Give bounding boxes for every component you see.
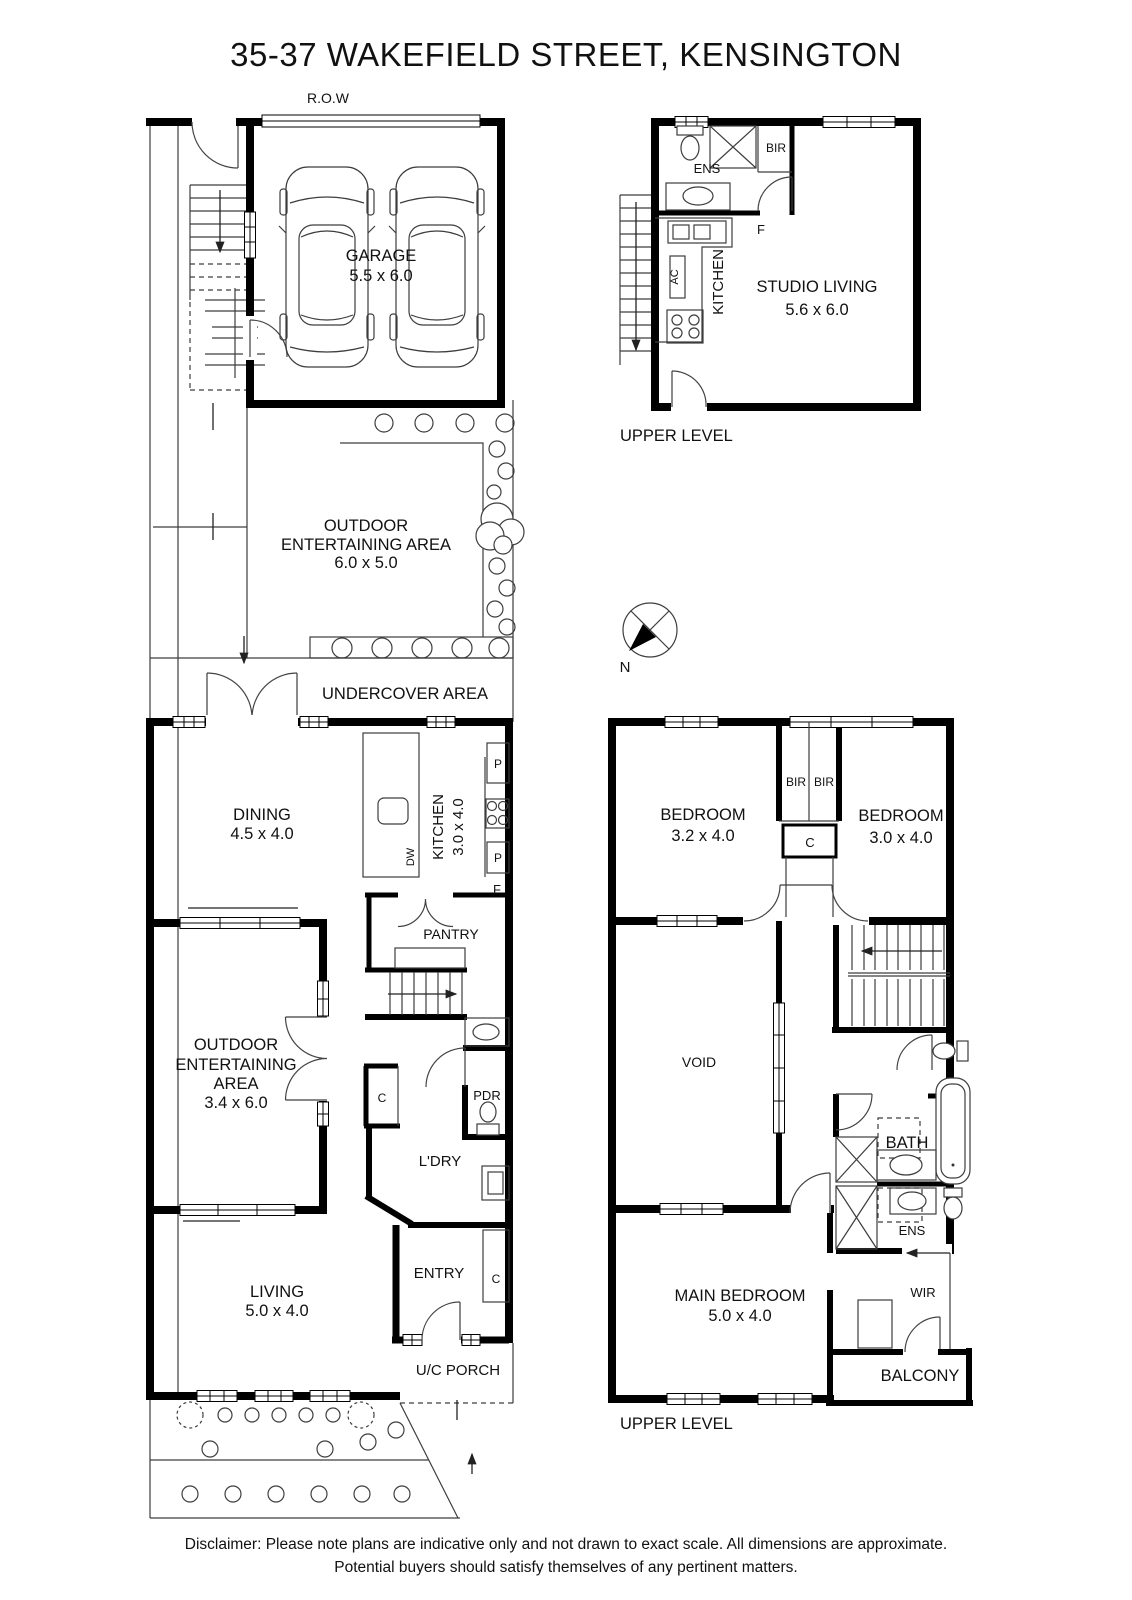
label-balcony: BALCONY bbox=[880, 1367, 960, 1385]
label-main-bedroom: MAIN BEDROOM bbox=[674, 1287, 806, 1305]
label-pantry: PANTRY bbox=[423, 926, 479, 942]
label-garage-dim: 5.5 x 6.0 bbox=[349, 267, 413, 285]
label-living-dim: 5.0 x 4.0 bbox=[245, 1302, 309, 1320]
wc-toilet bbox=[933, 1043, 955, 1059]
label-ens-upper: ENS bbox=[898, 1223, 926, 1238]
label-kitchen-main: KITCHEN bbox=[430, 794, 447, 860]
label-bir-right: BIR bbox=[813, 775, 835, 789]
studio-toilet bbox=[681, 136, 699, 160]
label-dishwasher: DW bbox=[405, 847, 417, 867]
label-bath: BATH bbox=[885, 1134, 929, 1152]
label-upper-level-studio: UPPER LEVEL bbox=[620, 427, 733, 445]
label-garage: GARAGE bbox=[345, 247, 417, 265]
label-kitchen-main-dim: 3.0 x 4.0 bbox=[450, 798, 467, 856]
label-row: R.O.W bbox=[307, 90, 349, 106]
laundry-trough bbox=[482, 1166, 509, 1200]
linen-robes bbox=[836, 1137, 877, 1249]
studio-stove bbox=[667, 310, 703, 343]
label-uc-porch: U/C PORCH bbox=[415, 1362, 501, 1379]
wc-nook bbox=[897, 1035, 968, 1070]
disclaimer-line1: Disclaimer: Please note plans are indicative only and not drawn to exact scale. All dimensions are approximate. bbox=[184, 1536, 948, 1553]
label-outdoor2-line1: OUTDOOR bbox=[193, 1036, 279, 1054]
label-dining: DINING bbox=[233, 806, 291, 824]
label-bedroom1: BEDROOM bbox=[660, 806, 746, 824]
label-bedroom1-dim: 3.2 x 4.0 bbox=[671, 827, 735, 845]
label-wir: WIR bbox=[910, 1285, 936, 1300]
label-outdoor1-dim: 6.0 x 5.0 bbox=[334, 554, 398, 572]
label-outdoor2-line3: AREA bbox=[213, 1075, 259, 1093]
label-outdoor2-line2: ENTERTAINING bbox=[175, 1056, 297, 1074]
label-pantry-cupboard-upper: P bbox=[493, 757, 503, 771]
label-upper-level-bed: UPPER LEVEL bbox=[620, 1415, 733, 1433]
label-fridge-main: F bbox=[493, 882, 501, 897]
undercover-doors bbox=[207, 673, 297, 718]
bir-area bbox=[779, 722, 839, 917]
front-garden bbox=[177, 1402, 410, 1502]
label-laundry: L'DRY bbox=[418, 1153, 462, 1170]
label-cupboard-laundry: C bbox=[377, 1091, 387, 1105]
label-studio-fridge: F bbox=[757, 222, 765, 237]
label-studio-ac: AC bbox=[669, 269, 681, 285]
label-outdoor1-line2: ENTERTAINING AREA bbox=[281, 536, 451, 554]
page-title: 35-37 WAKEFIELD STREET, KENSINGTON bbox=[230, 36, 902, 73]
tree bbox=[476, 503, 524, 554]
label-studio-kitchen: KITCHEN bbox=[710, 249, 727, 315]
label-entry: ENTRY bbox=[413, 1265, 465, 1282]
ground-floor-plan bbox=[146, 115, 524, 1518]
studio-toilet-tank bbox=[677, 126, 703, 135]
pantry-and-stairs bbox=[388, 899, 465, 1015]
label-pdr: PDR bbox=[473, 1088, 501, 1103]
compass bbox=[620, 603, 677, 676]
bedroom-stairs bbox=[848, 925, 950, 1026]
label-void: VOID bbox=[681, 1054, 717, 1070]
studio-stairs bbox=[620, 195, 651, 365]
label-main-bedroom-dim: 5.0 x 4.0 bbox=[708, 1307, 772, 1325]
label-living: LIVING bbox=[249, 1283, 305, 1301]
label-cupboard-bed: C bbox=[805, 835, 815, 850]
ens-toilet bbox=[944, 1197, 962, 1219]
studio-walls bbox=[651, 118, 921, 414]
bedroom-plan bbox=[608, 717, 973, 1434]
studio-ens bbox=[666, 126, 792, 211]
label-studio: STUDIO LIVING bbox=[756, 278, 878, 296]
label-outdoor1-line1: OUTDOOR bbox=[323, 517, 409, 535]
label-bedroom2-dim: 3.0 x 4.0 bbox=[869, 829, 933, 847]
row-gate bbox=[146, 122, 238, 168]
studio-plan bbox=[620, 117, 921, 446]
pdr-toilet bbox=[480, 1102, 496, 1122]
disclaimer-line2: Potential buyers should satisfy themselves of any pertinent matters. bbox=[334, 1559, 798, 1576]
label-bir-left: BIR bbox=[785, 775, 807, 789]
label-dining-dim: 4.5 x 4.0 bbox=[230, 825, 294, 843]
wir-robe bbox=[858, 1300, 892, 1348]
label-outdoor2-dim: 3.4 x 6.0 bbox=[204, 1094, 268, 1112]
label-undercover: UNDERCOVER AREA bbox=[322, 685, 488, 703]
ens-toilet-tank bbox=[944, 1188, 962, 1197]
bathroom bbox=[836, 1078, 970, 1184]
label-pantry-cupboard-lower: P bbox=[493, 851, 503, 865]
label-cupboard-entry: C bbox=[491, 1272, 501, 1286]
label-bedroom2: BEDROOM bbox=[858, 807, 944, 825]
label-studio-dim: 5.6 x 6.0 bbox=[785, 301, 849, 319]
label-studio-bir: BIR bbox=[765, 141, 787, 155]
label-north: N bbox=[619, 659, 631, 676]
label-studio-ens: ENS bbox=[693, 161, 721, 176]
